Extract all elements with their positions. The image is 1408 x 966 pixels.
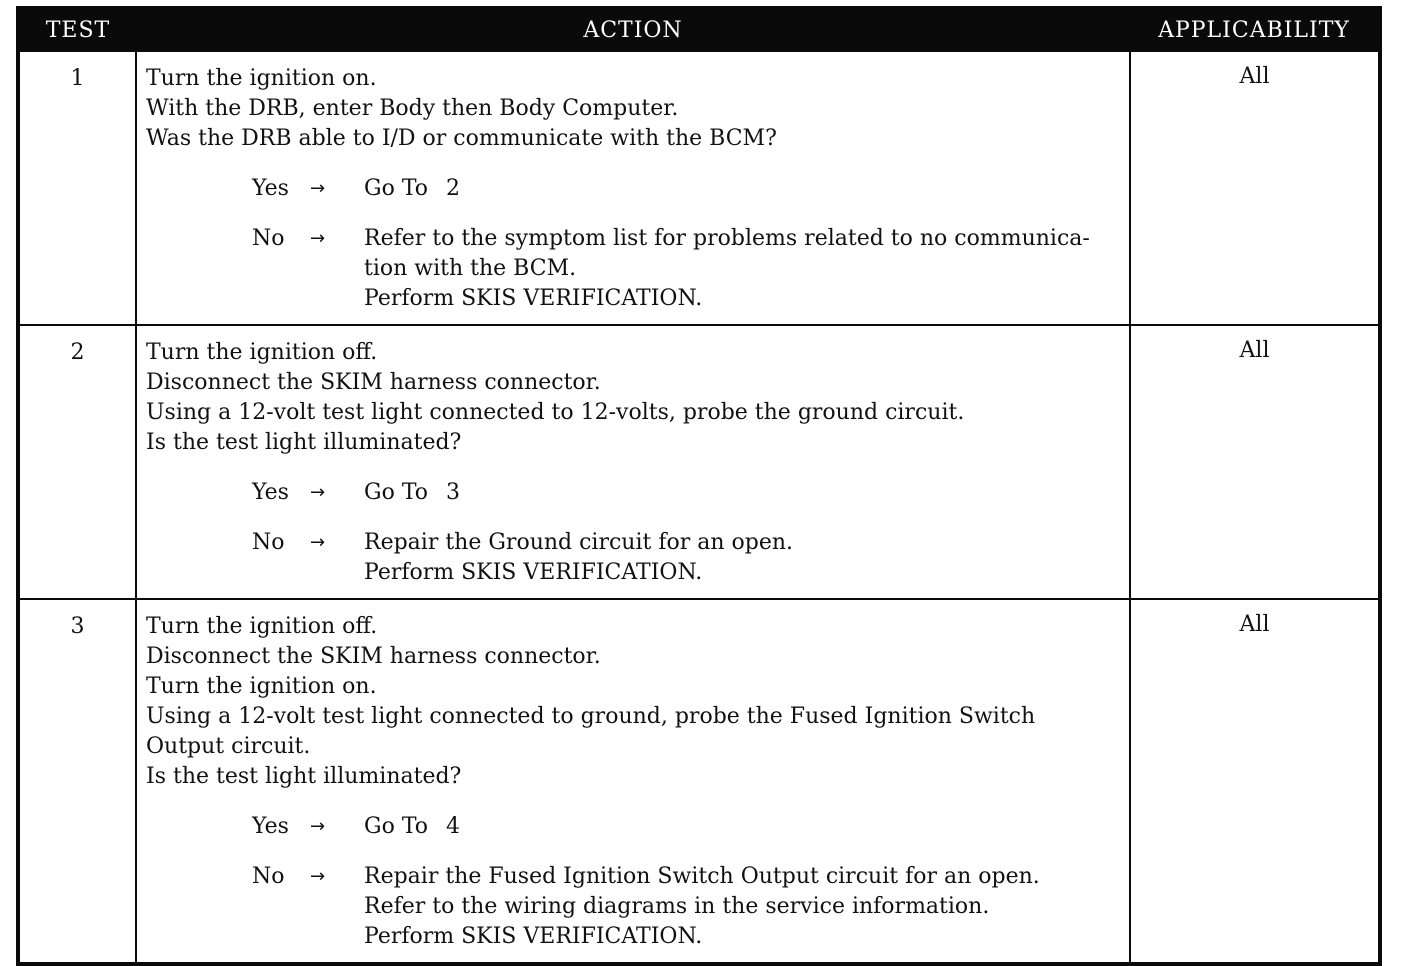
no-result — [364, 224, 1119, 314]
action-step: Is the test light illuminated? — [146, 430, 462, 455]
no-result-line: Refer to the wiring diagrams in the service information. — [364, 894, 990, 919]
diagnostic-test-table — [16, 6, 1382, 966]
action-step: Disconnect the SKIM harness connector. — [146, 370, 601, 395]
no-result-line: Repair the Ground circuit for an open. — [364, 530, 794, 555]
arrow-icon: → — [310, 866, 326, 887]
no-label: No — [252, 530, 285, 555]
action-step: Turn the ignition off. — [146, 614, 378, 639]
header-applicability: APPLICABILITY — [1130, 8, 1380, 51]
no-outcome — [252, 224, 1119, 314]
action-step: Is the test light illuminated? — [146, 764, 462, 789]
arrow-icon: → — [310, 482, 326, 503]
action-step: Turn the ignition on. — [146, 66, 377, 91]
action-cell — [136, 51, 1130, 325]
action-step: Was the DRB able to I/D or communicate with the BCM? — [146, 126, 777, 151]
goto-number: 4 — [446, 814, 461, 839]
no-result-line: tion with the BCM. — [364, 256, 577, 281]
header-action: ACTION — [136, 8, 1130, 51]
yes-label: Yes — [252, 176, 289, 201]
no-result-line: Perform SKIS VERIFICATION. — [364, 286, 703, 311]
no-result — [364, 528, 1119, 588]
goto-number: 3 — [446, 480, 461, 505]
no-label: No — [252, 864, 285, 889]
test-number: 2 — [18, 325, 136, 599]
yes-result — [364, 812, 1119, 842]
yes-result — [364, 174, 1119, 204]
action-step: Disconnect the SKIM harness connector. — [146, 644, 601, 669]
yes-outcome — [252, 812, 1119, 842]
header-test: TEST — [18, 8, 136, 51]
yes-outcome — [252, 478, 1119, 508]
applicability-value: All — [1130, 51, 1380, 325]
table-row — [18, 325, 1380, 599]
action-step: Turn the ignition on. — [146, 674, 377, 699]
action-step: Turn the ignition off. — [146, 340, 378, 365]
action-step: Output circuit. — [146, 734, 311, 759]
goto-label: Go To — [364, 176, 429, 201]
table-row — [18, 51, 1380, 325]
goto-number: 2 — [446, 176, 461, 201]
goto-label: Go To — [364, 480, 429, 505]
test-number: 3 — [18, 599, 136, 964]
no-outcome — [252, 862, 1119, 952]
arrow-icon: → — [310, 532, 326, 553]
no-label: No — [252, 226, 285, 251]
action-cell — [136, 325, 1130, 599]
no-result-line: Repair the Fused Ignition Switch Output circuit for an open. — [364, 864, 1040, 889]
applicability-value: All — [1130, 599, 1380, 964]
no-result-line: Perform SKIS VERIFICATION. — [364, 924, 703, 949]
arrow-icon: → — [310, 178, 326, 199]
action-cell — [136, 599, 1130, 964]
arrow-icon: → — [310, 816, 326, 837]
action-step: Using a 12-volt test light connected to ground, probe the Fused Ignition Switch — [146, 704, 1036, 729]
test-number: 1 — [18, 51, 136, 325]
no-result-line: Refer to the symptom list for problems related to no communica- — [364, 226, 1090, 251]
action-step: With the DRB, enter Body then Body Computer. — [146, 96, 679, 121]
goto-label: Go To — [364, 814, 429, 839]
arrow-icon: → — [310, 228, 326, 249]
yes-outcome — [252, 174, 1119, 204]
table-header-row — [18, 8, 1380, 51]
yes-result — [364, 478, 1119, 508]
applicability-value: All — [1130, 325, 1380, 599]
no-result — [364, 862, 1119, 952]
no-result-line: Perform SKIS VERIFICATION. — [364, 560, 703, 585]
yes-label: Yes — [252, 814, 289, 839]
table-row — [18, 599, 1380, 964]
yes-label: Yes — [252, 480, 289, 505]
action-step: Using a 12-volt test light connected to 12-volts, probe the ground circuit. — [146, 400, 965, 425]
no-outcome — [252, 528, 1119, 588]
